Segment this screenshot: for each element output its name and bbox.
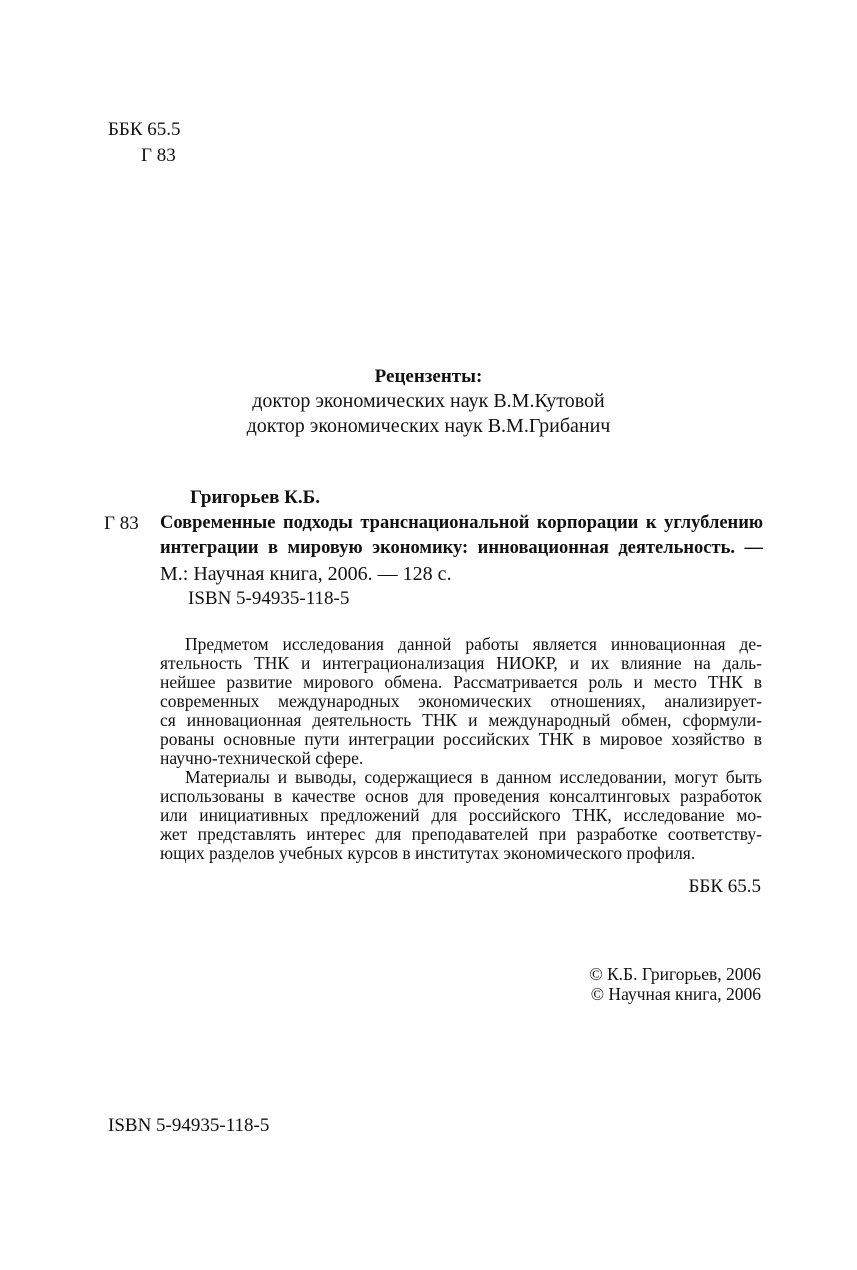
reviewer-1: доктор экономических наук В.М.Кутовой (252, 390, 605, 412)
entry-code: Г 83 (104, 513, 139, 534)
author-code: Г 83 (141, 145, 176, 166)
abstract-line: жет представлять интерес для преподавателей при разработке соответству- (160, 824, 762, 844)
reviewers-heading: Рецензенты: (374, 366, 483, 387)
bbk-index: ББК 65.5 (108, 119, 181, 140)
reviewer-2: доктор экономических наук В.М.Грибанич (246, 415, 611, 437)
copyright-author: © К.Б. Григорьев, 2006 (589, 964, 761, 984)
isbn-bottom: ISBN 5-94935-118-5 (108, 1115, 270, 1136)
abstract-line: или инициативных предложений для российского ТНК, исследование мо- (160, 805, 762, 825)
entry-imprint: М.: Научная книга, 2006. — 128 с. (160, 563, 452, 585)
abstract-line: Предметом исследования данной работы является инновационная де- (185, 634, 762, 654)
abstract-line: ющих разделов учебных курсов в институтах экономического профиля. (160, 843, 696, 863)
entry-isbn: ISBN 5-94935-118-5 (188, 588, 350, 609)
abstract-line: научно-технической сфере. (160, 748, 364, 768)
abstract-line: использованы в качестве основ для проведения консалтинговых разработок (160, 786, 762, 806)
copyright-publisher: © Научная книга, 2006 (590, 984, 761, 1004)
entry-title-line: Современные подходы транснациональной корпорации к углублению (160, 513, 763, 533)
abstract-line: Материалы и выводы, содержащиеся в данном исследовании, могут быть (185, 767, 762, 787)
bbk-bottom: ББК 65.5 (688, 876, 761, 897)
entry-title-line: интеграции в мировую экономику: инновационная деятельность. — (160, 538, 763, 558)
abstract-line: ятельность ТНК и интеграционализация НИОКР, и их влияние на даль- (160, 653, 762, 673)
abstract-line: нейшее развитие мирового обмена. Рассматривается роль и место ТНК в (160, 672, 762, 692)
abstract-line: рованы основные пути интеграции российских ТНК в мировое хозяйство в (160, 729, 762, 749)
abstract-line: современных международных экономических отношениях, анализирует- (160, 691, 762, 711)
entry-author: Григорьев К.Б. (190, 487, 320, 508)
abstract-line: ся инновационная деятельность ТНК и международный обмен, сформули- (160, 710, 762, 730)
